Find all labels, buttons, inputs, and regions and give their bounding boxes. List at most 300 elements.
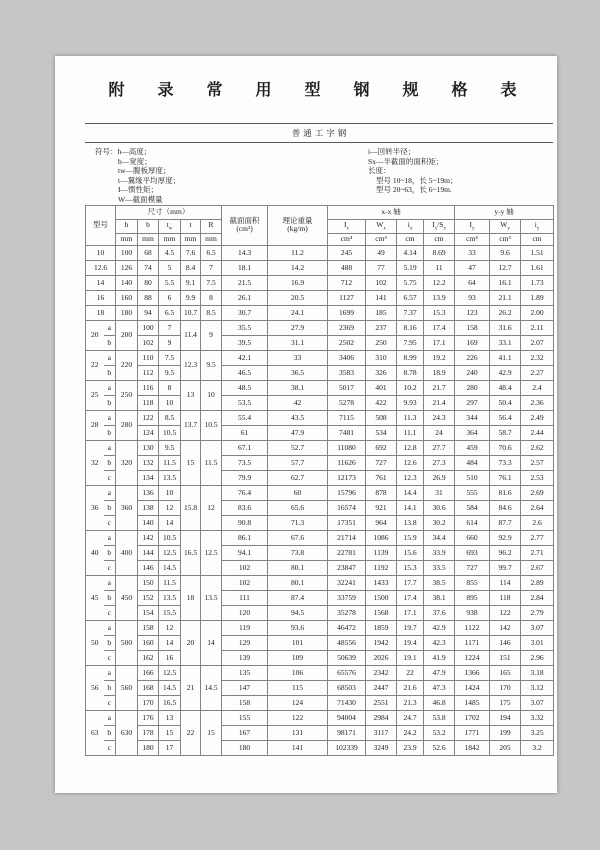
area-cell: 18.1	[222, 260, 268, 275]
legend	[85, 145, 553, 203]
weight-cell: 141	[268, 740, 328, 755]
wx-cell: 2026	[366, 650, 397, 665]
ix-cell: 23847	[328, 560, 366, 575]
dim-tw-cell: 10.5	[159, 530, 181, 545]
dim-r-cell: 12.5	[201, 530, 222, 575]
sym-sub: x	[434, 226, 438, 232]
dim-b-cell: 110	[138, 350, 159, 365]
ix-cell: 46472	[328, 620, 366, 635]
ix-sx-cell: 53.8	[424, 710, 455, 725]
ix-gyration-cell: 14.4	[397, 485, 424, 500]
wy-cell: 42.9	[490, 365, 521, 380]
spec-row-32c	[86, 470, 554, 485]
sym-main: I	[432, 220, 435, 229]
wx-cell: 102	[366, 275, 397, 290]
unit-ix-gyration: cm	[397, 233, 424, 245]
iy-gyration-cell: 2.84	[521, 590, 554, 605]
iy-cell: 297	[455, 395, 490, 410]
ix-gyration-cell: 14.1	[397, 500, 424, 515]
model-cell: 56	[86, 665, 104, 710]
iy-cell: 344	[455, 410, 490, 425]
sym-main: b	[146, 220, 150, 229]
iy-cell: 240	[455, 365, 490, 380]
dim-r-cell: 10	[201, 380, 222, 410]
ix-sx-cell: 17.4	[424, 320, 455, 335]
ix-sx-cell: 26.9	[424, 470, 455, 485]
area-cell: 48.5	[222, 380, 268, 395]
ix-gyration-cell: 21.3	[397, 695, 424, 710]
dim-tw-cell: 12	[159, 620, 181, 635]
spec-row-36b	[86, 500, 554, 515]
iy-gyration-cell: 1.89	[521, 290, 554, 305]
iy-cell: 1171	[455, 635, 490, 650]
ix-sx-cell: 31	[424, 485, 455, 500]
dim-h-cell: 630	[116, 710, 138, 755]
wx-cell: 2551	[366, 695, 397, 710]
spec-row-40b	[86, 545, 554, 560]
dim-tw-cell: 7.5	[159, 350, 181, 365]
dim-b-cell: 112	[138, 365, 159, 380]
area-cell: 53.5	[222, 395, 268, 410]
dim-t-cell: 20	[181, 620, 201, 665]
wy-cell: 118	[490, 590, 521, 605]
weight-cell: 20.5	[268, 290, 328, 305]
weight-cell: 57.7	[268, 455, 328, 470]
dim-b-cell: 170	[138, 695, 159, 710]
ix-cell: 32241	[328, 575, 366, 590]
ix-gyration-cell: 8.16	[397, 320, 424, 335]
legend-line: 符号：h—高度；	[95, 147, 152, 156]
model-letter-cell: b	[104, 680, 116, 695]
dim-tw-cell: 16	[159, 650, 181, 665]
model-cell: 50	[86, 620, 104, 665]
weight-cell: 31.1	[268, 335, 328, 350]
wy-cell: 170	[490, 680, 521, 695]
wy-cell: 92.9	[490, 530, 521, 545]
wx-cell: 2342	[366, 665, 397, 680]
ix-cell: 65576	[328, 665, 366, 680]
ix-gyration-cell: 17.4	[397, 590, 424, 605]
table-header	[86, 206, 554, 246]
iy-gyration-cell: 2.11	[521, 320, 554, 335]
unit-t: mm	[181, 233, 201, 245]
ix-sx-cell: 27.7	[424, 440, 455, 455]
wy-cell: 48.4	[490, 380, 521, 395]
ix-sx-cell: 13.9	[424, 290, 455, 305]
iy-cell: 660	[455, 530, 490, 545]
unit-ix: cm⁴	[328, 233, 366, 245]
ix-sx-cell: 8.69	[424, 245, 455, 260]
ix-gyration-cell: 12.3	[397, 470, 424, 485]
ix-sx-cell: 37.6	[424, 605, 455, 620]
sym-sub: x	[409, 226, 413, 232]
iy-cell: 555	[455, 485, 490, 500]
ix-sx-cell: 33.9	[424, 545, 455, 560]
sym-main: i	[407, 220, 410, 229]
iy-cell: 1424	[455, 680, 490, 695]
dim-b-cell: 134	[138, 470, 159, 485]
spec-row-32b	[86, 455, 554, 470]
ix-sx-cell: 30.2	[424, 515, 455, 530]
wx-cell: 921	[366, 500, 397, 515]
wx-cell: 1568	[366, 605, 397, 620]
ix-sx-cell: 24.3	[424, 410, 455, 425]
legend-line: Sx—半截面的面积矩；	[368, 156, 444, 166]
wx-cell: 185	[366, 305, 397, 320]
dim-tw-cell: 14	[159, 515, 181, 530]
wy-cell: 26.2	[490, 305, 521, 320]
area-cell: 76.4	[222, 485, 268, 500]
legend-line: t—翼缘平均厚度；	[118, 175, 181, 185]
area-cell: 21.5	[222, 275, 268, 290]
legend-line: 型号 20~63，长 6~19m.	[376, 185, 452, 194]
model-cell: 25	[86, 380, 104, 410]
ix-sx-cell: 12.2	[424, 275, 455, 290]
iy-gyration-cell: 2.32	[521, 350, 554, 365]
col-header-t	[181, 220, 201, 234]
sym-sub: w	[168, 226, 173, 232]
spec-row-56c	[86, 695, 554, 710]
dim-tw-cell: 12.5	[159, 665, 181, 680]
iy-gyration-cell: 2.89	[521, 575, 554, 590]
sym-main2: /S	[437, 220, 444, 229]
ix-gyration-cell: 17.1	[397, 605, 424, 620]
ix-gyration-cell: 5.75	[397, 275, 424, 290]
legend-line: b—宽度；	[118, 156, 152, 166]
iy-cell: 484	[455, 455, 490, 470]
dim-b-cell: 88	[138, 290, 159, 305]
dim-tw-cell: 7	[159, 320, 181, 335]
wx-cell: 761	[366, 470, 397, 485]
iy-cell: 584	[455, 500, 490, 515]
dim-t-cell: 7.6	[181, 245, 201, 260]
wx-cell: 1139	[366, 545, 397, 560]
ix-cell: 1127	[328, 290, 366, 305]
dim-r-cell: 12	[201, 485, 222, 530]
model-letter-cell: b	[104, 500, 116, 515]
dim-tw-cell: 9.5	[159, 440, 181, 455]
iy-gyration-cell: 2.79	[521, 605, 554, 620]
dim-r-cell: 11.5	[201, 440, 222, 485]
ix-sx-cell: 17.1	[424, 335, 455, 350]
legend-notes	[368, 147, 457, 195]
model-cell: 36	[86, 485, 104, 530]
iy-cell: 1224	[455, 650, 490, 665]
dim-h-cell: 360	[116, 485, 138, 530]
iy-gyration-cell: 2.4	[521, 380, 554, 395]
area-cell: 67.1	[222, 440, 268, 455]
weight-cell: 80.1	[268, 575, 328, 590]
model-letter-cell: a	[104, 530, 116, 545]
model-letter-cell: b	[104, 425, 116, 440]
weight-cell: 71.3	[268, 515, 328, 530]
weight-cell: 42	[268, 395, 328, 410]
wy-cell: 142	[490, 620, 521, 635]
area-cell: 73.5	[222, 455, 268, 470]
model-letter-cell: b	[104, 545, 116, 560]
sym-main: t	[189, 220, 192, 229]
model-letter-cell: b	[104, 590, 116, 605]
wy-cell: 199	[490, 725, 521, 740]
dim-tw-cell: 12	[159, 500, 181, 515]
area-cell: 83.6	[222, 500, 268, 515]
dim-h-cell: 160	[116, 290, 138, 305]
dim-b-cell: 162	[138, 650, 159, 665]
dim-h-cell: 126	[116, 260, 138, 275]
wy-cell: 205	[490, 740, 521, 755]
dim-b-cell: 144	[138, 545, 159, 560]
area-cell: 120	[222, 605, 268, 620]
dim-t-cell: 15	[181, 440, 201, 485]
wx-cell: 250	[366, 335, 397, 350]
weight-cell: 115	[268, 680, 328, 695]
ix-sx-cell: 42.3	[424, 635, 455, 650]
unit-ix-sx: cm	[424, 233, 455, 245]
dim-b-cell: 158	[138, 620, 159, 635]
iy-cell: 938	[455, 605, 490, 620]
ix-cell: 1699	[328, 305, 366, 320]
model-letter-cell: a	[104, 320, 116, 335]
ix-gyration-cell: 12.8	[397, 440, 424, 455]
ix-gyration-cell: 15.9	[397, 530, 424, 545]
iy-cell: 1485	[455, 695, 490, 710]
dim-t-cell: 10.7	[181, 305, 201, 320]
area-cell: 55.4	[222, 410, 268, 425]
spec-row-10	[86, 245, 554, 260]
dim-b-cell: 130	[138, 440, 159, 455]
spec-row-22b	[86, 365, 554, 380]
area-cell: 61	[222, 425, 268, 440]
iy-cell: 93	[455, 290, 490, 305]
weight-cell: 87.4	[268, 590, 328, 605]
spec-row-63c	[86, 740, 554, 755]
iy-cell: 64	[455, 275, 490, 290]
wy-cell: 76.1	[490, 470, 521, 485]
wy-cell: 70.6	[490, 440, 521, 455]
area-cell: 119	[222, 620, 268, 635]
model-cell: 14	[86, 275, 116, 290]
ix-sx-cell: 47.9	[424, 665, 455, 680]
wx-cell: 1086	[366, 530, 397, 545]
dim-b-cell: 160	[138, 635, 159, 650]
ix-cell: 11626	[328, 455, 366, 470]
model-letter-cell: a	[104, 665, 116, 680]
sym-main: t	[166, 220, 169, 229]
dim-r-cell: 14	[201, 620, 222, 665]
ix-gyration-cell: 19.7	[397, 620, 424, 635]
section-subtitle: 普通工字钢	[291, 128, 350, 138]
ix-gyration-cell: 10.2	[397, 380, 424, 395]
area-cell: 147	[222, 680, 268, 695]
area-cell: 86.1	[222, 530, 268, 545]
sym-sub: y	[472, 226, 475, 232]
model-cell: 16	[86, 290, 116, 305]
dim-r-cell: 9.5	[201, 350, 222, 380]
dim-h-cell: 280	[116, 410, 138, 440]
iy-gyration-cell: 3.25	[521, 725, 554, 740]
dim-tw-cell: 11.5	[159, 575, 181, 590]
ix-cell: 98171	[328, 725, 366, 740]
wy-cell: 33.1	[490, 335, 521, 350]
dim-tw-cell: 14	[159, 635, 181, 650]
wy-cell: 122	[490, 605, 521, 620]
model-letter-cell: a	[104, 710, 116, 725]
ix-gyration-cell: 11.3	[397, 410, 424, 425]
spec-row-56a	[86, 665, 554, 680]
unit-h: mm	[116, 233, 138, 245]
wx-cell: 534	[366, 425, 397, 440]
iy-cell: 158	[455, 320, 490, 335]
spec-row-36a	[86, 485, 554, 500]
ix-gyration-cell: 5.19	[397, 260, 424, 275]
model-letter-cell: a	[104, 350, 116, 365]
ix-gyration-cell: 13.8	[397, 515, 424, 530]
spec-row-25a	[86, 380, 554, 395]
iy-gyration-cell: 1.51	[521, 245, 554, 260]
wx-cell: 1942	[366, 635, 397, 650]
ix-cell: 17351	[328, 515, 366, 530]
iy-gyration-cell: 2.36	[521, 395, 554, 410]
area-cell: 102	[222, 560, 268, 575]
wy-cell: 31.6	[490, 320, 521, 335]
sym-main: W	[500, 220, 508, 229]
ix-cell: 712	[328, 275, 366, 290]
wx-cell: 3249	[366, 740, 397, 755]
ix-cell: 22781	[328, 545, 366, 560]
model-letter-cell: c	[104, 650, 116, 665]
unit-r: mm	[201, 233, 222, 245]
weight-cell: 122	[268, 710, 328, 725]
dim-tw-cell: 14.5	[159, 680, 181, 695]
sym-sub: y	[507, 226, 510, 232]
col-header-size-group: 尺寸（mm）	[116, 206, 222, 220]
wx-cell: 422	[366, 395, 397, 410]
dim-t-cell: 22	[181, 710, 201, 755]
wx-cell: 727	[366, 455, 397, 470]
model-letter-cell: b	[104, 725, 116, 740]
model-letter-cell: c	[104, 515, 116, 530]
model-cell: 45	[86, 575, 104, 620]
sym-main: i	[534, 220, 537, 229]
col-header-iy	[455, 220, 490, 234]
model-cell: 10	[86, 245, 116, 260]
weight-cell: 36.5	[268, 365, 328, 380]
sym-main: R	[208, 220, 214, 229]
weight-cell: 94.5	[268, 605, 328, 620]
ix-cell: 50639	[328, 650, 366, 665]
wy-cell: 96.2	[490, 545, 521, 560]
weight-cell: 65.6	[268, 500, 328, 515]
weight-cell: 93.6	[268, 620, 328, 635]
ix-sx-cell: 30.6	[424, 500, 455, 515]
wx-cell: 1433	[366, 575, 397, 590]
model-cell: 63	[86, 710, 104, 755]
dim-t-cell: 8.4	[181, 260, 201, 275]
ix-cell: 94004	[328, 710, 366, 725]
iy-cell: 364	[455, 425, 490, 440]
wy-cell: 73.3	[490, 455, 521, 470]
wx-cell: 1859	[366, 620, 397, 635]
ix-gyration-cell: 22	[397, 665, 424, 680]
wx-cell: 508	[366, 410, 397, 425]
col-header-area-line2: (cm²)	[236, 224, 253, 234]
dim-tw-cell: 17	[159, 740, 181, 755]
weight-cell: 67.6	[268, 530, 328, 545]
spec-row-63a	[86, 710, 554, 725]
weight-cell: 109	[268, 650, 328, 665]
model-cell: 28	[86, 410, 104, 440]
ix-cell: 35278	[328, 605, 366, 620]
spec-row-18	[86, 305, 554, 320]
wx-cell: 49	[366, 245, 397, 260]
legend-line: W—截面模量	[118, 194, 163, 204]
wy-cell: 56.4	[490, 410, 521, 425]
wx-cell: 964	[366, 515, 397, 530]
dim-tw-cell: 9.5	[159, 365, 181, 380]
wy-cell: 84.6	[490, 500, 521, 515]
dim-tw-cell: 9	[159, 335, 181, 350]
ix-gyration-cell: 24.7	[397, 710, 424, 725]
model-letter-cell: c	[104, 740, 116, 755]
wx-cell: 77	[366, 260, 397, 275]
spec-row-63b	[86, 725, 554, 740]
ix-gyration-cell: 23.9	[397, 740, 424, 755]
model-letter-cell: b	[104, 455, 116, 470]
ix-gyration-cell: 19.4	[397, 635, 424, 650]
wy-cell: 9.6	[490, 245, 521, 260]
model-letter-cell: a	[104, 440, 116, 455]
sym-sub: x	[383, 226, 386, 232]
ix-cell: 7115	[328, 410, 366, 425]
ix-sx-cell: 33.5	[424, 560, 455, 575]
iy-gyration-cell: 2.62	[521, 440, 554, 455]
dim-tw-cell: 13.5	[159, 590, 181, 605]
ix-cell: 68503	[328, 680, 366, 695]
sym-main: h	[124, 220, 129, 229]
ix-cell: 245	[328, 245, 366, 260]
area-cell: 39.5	[222, 335, 268, 350]
sym-main: W	[376, 220, 384, 229]
wy-cell: 151	[490, 650, 521, 665]
legend-line: 长度：	[368, 166, 391, 175]
col-header-weight-line1: 理论重量	[282, 216, 313, 225]
wy-cell: 41.1	[490, 350, 521, 365]
wy-cell: 81.6	[490, 485, 521, 500]
dim-t-cell: 13	[181, 380, 201, 410]
dim-b-cell: 166	[138, 665, 159, 680]
col-header-wx	[366, 220, 397, 234]
model-letter-cell: c	[104, 470, 116, 485]
wy-cell: 58.7	[490, 425, 521, 440]
page-content	[55, 56, 557, 756]
iy-gyration-cell: 1.61	[521, 260, 554, 275]
ix-cell: 16574	[328, 500, 366, 515]
sym-main: I	[344, 220, 347, 229]
divider-subtitle	[85, 142, 553, 143]
iy-gyration-cell: 2.77	[521, 530, 554, 545]
dim-t-cell: 12.3	[181, 350, 201, 380]
iy-gyration-cell: 2.07	[521, 335, 554, 350]
document-page	[55, 56, 557, 793]
iy-gyration-cell: 2.67	[521, 560, 554, 575]
iy-cell: 280	[455, 380, 490, 395]
ix-cell: 33759	[328, 590, 366, 605]
dim-b-cell: 150	[138, 575, 159, 590]
ix-sx-cell: 18.9	[424, 365, 455, 380]
wx-cell: 326	[366, 365, 397, 380]
iy-gyration-cell: 2.49	[521, 410, 554, 425]
ix-gyration-cell: 9.93	[397, 395, 424, 410]
